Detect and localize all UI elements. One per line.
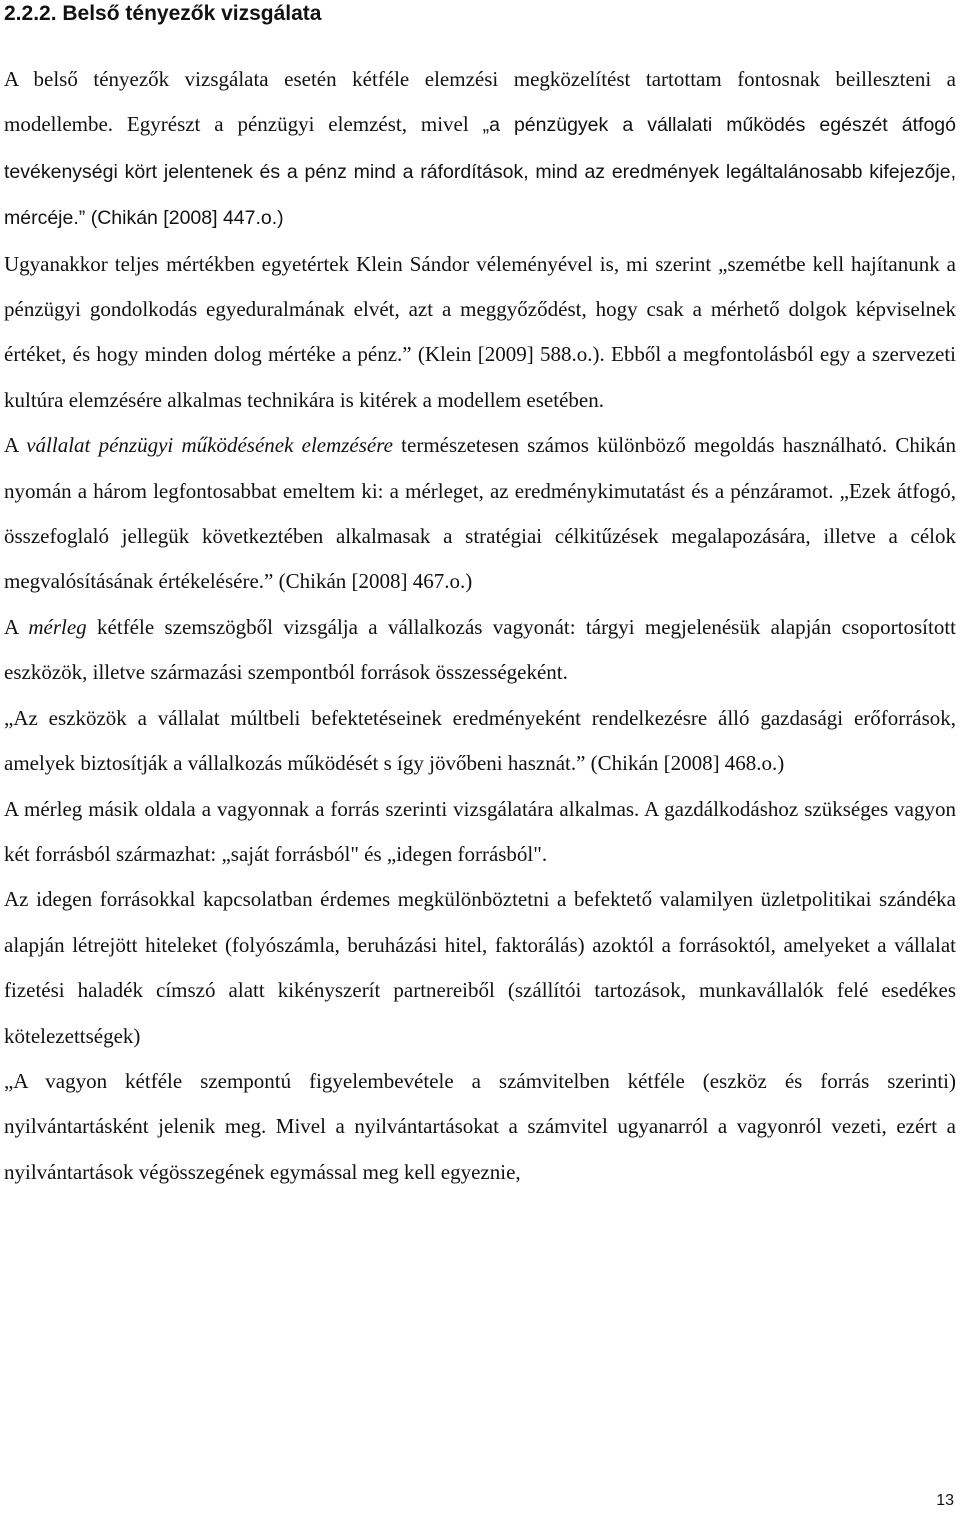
paragraph-6: A mérleg másik oldala a vagyonnak a forrás szerinti vizsgálatára alkalmas. A gazdálkodáshoz szükséges vagyon két forrásból származhat: „saját forrásból" és „idegen forrásból". — [4, 796, 956, 866]
paragraph-1 — [4, 57, 956, 242]
page-number: 13 — [936, 1492, 954, 1509]
section-heading: 2.2.2. Belső tényezők vizsgálata — [4, 2, 322, 25]
paragraph-5: „Az eszközök a vállalat múltbeli befektetéseinek eredményeként rendelkezésre álló gazdasági erőforrások, amelyek biztosítják a vállalkozás működését s így jövőbeni hasznát.” (Chikán [2008] 468.o.) — [4, 705, 956, 776]
citation-chikan-447: (Chikán [2008] 447.o.) — [85, 207, 284, 230]
paragraph-8: „A vagyon kétféle szempontú figyelembevétele a számvitelben kétféle (eszköz és forrás szerinti) nyilvántartásként jelenik meg. Mivel a nyilvántartásokat a számvitel ugyanarról a vagyonról vezeti, ezért a nyilvántartások végösszegének egymással meg kell egyeznie, — [4, 1068, 956, 1184]
paragraph-3: A vállalat pénzügyi működésének elemzésére természetesen számos különböző megoldás használható. Chikán nyomán a három legfontosabbat emeltem ki: a mérleget, az eredménykimutatást és a pénzáramot. „Ezek átfogó, összefoglaló jellegük következtében alkalmasak a stratégiai célkitűzések megalapozására, illetve a célok megvalósításának értékelésére.” (Chikán [2008] 467.o.) — [4, 433, 957, 594]
paragraph-7: Az idegen forrásokkal kapcsolatban érdemes megkülönböztetni a befektető valamilyen üzletpolitikai szándéka alapján létrejött hiteleket (folyószámla, beruházási hitel, faktorálás) azoktól a forrásoktól, amelyeket a vállalat fizetési haladék címszó alatt kikényszerít partnereiből (szállítói tartozások, munkavállalók felé esedékes kötelezettségek) — [4, 887, 956, 1048]
document-body — [4, 57, 956, 1195]
paragraph-4: A mérleg kétféle szemszögből vizsgálja a vállalkozás vagyonát: tárgyi megjelenésük alapján csoportosított eszközök, illetve származási szempontból források összességeként. — [4, 614, 956, 685]
paragraph-2: Ugyanakkor teljes mértékben egyetértek Klein Sándor véleményével is, mi szerint „szemétbe kell hajítanunk a pénzügyi gondolkodás egyeduralmának elvét, azt a meggyőződést, hogy csak a mérhető dolgok képviselnek értéket, és hogy minden dolog mértéke a pénz.” (Klein [2009] 588.o.). Ebből a megfontolásból egy a szervezeti kultúra elemzésére alkalmas technikára is kitérek a modellem esetében. — [4, 251, 956, 412]
emphasis-financial-analysis: vállalat pénzügyi működésének elemzésére — [26, 433, 393, 458]
paragraph-1-intro: A belső tényezők vizsgálata esetén kétféle elemzési megközelítést tartottam fontosnak beilleszteni a modellembe. Egyrészt a pénzügyi elemzést, mivel — [4, 67, 956, 137]
chikan-quote-1: „a pénzügyek a vállalati működés egészét átfogó tevékenységi kört jelentenek és a pénz mind a ráfordítások, mind az eredmények legáltalánosabb kifejezője, mércéje.” — [4, 114, 956, 230]
emphasis-merleg: mérleg — [28, 614, 87, 639]
